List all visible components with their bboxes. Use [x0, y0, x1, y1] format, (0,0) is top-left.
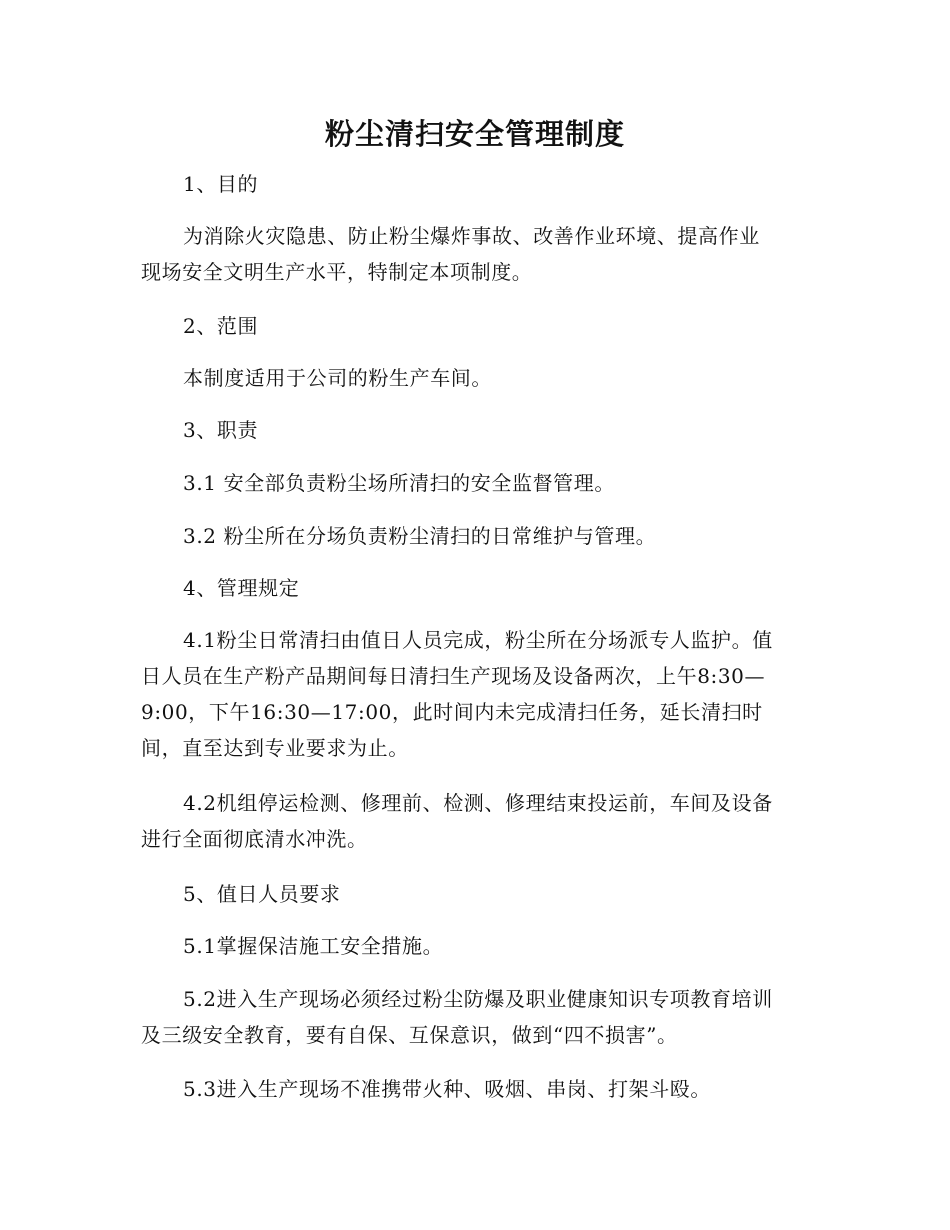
- text-line: 4、管理规定: [183, 576, 300, 600]
- paragraph-4-2: [141, 785, 811, 857]
- text-line: 5.3进入生产现场不准携带火种、吸烟、串岗、打架斗殴。: [183, 1077, 712, 1101]
- paragraph-5-3: [141, 1071, 811, 1107]
- text-line: 4.1粉尘日常清扫由值日人员完成，粉尘所在分场派专人监护。值: [183, 628, 773, 652]
- text-line: 日人员在生产粉产品期间每日清扫生产现场及设备两次，上午8:30—: [141, 664, 766, 688]
- text-line: 9:00，下午16:30—17:00，此时间内未完成清扫任务，延长清扫时: [141, 700, 763, 724]
- text-line: 5.1掌握保洁施工安全措施。: [183, 934, 444, 958]
- section-heading-duty-staff: [141, 876, 811, 912]
- paragraph-3-2: [141, 518, 811, 554]
- section-heading-management: [141, 570, 811, 606]
- text-line: 4.2机组停运检测、修理前、检测、修理结束投运前，车间及设备: [183, 791, 773, 815]
- paragraph-5-2: [141, 981, 811, 1053]
- text-line: 3.2 粉尘所在分场负责粉尘清扫的日常维护与管理。: [183, 524, 657, 548]
- text-line: 2、范围: [183, 314, 259, 338]
- paragraph-5-1: [141, 928, 811, 964]
- paragraph-3-1: [141, 465, 811, 501]
- text-line: 间，直至达到专业要求为止。: [141, 736, 409, 760]
- text-line: 5、值日人员要求: [183, 882, 341, 906]
- text-line: 5.2进入生产现场必须经过粉尘防爆及职业健康知识专项教育培训: [183, 987, 773, 1011]
- section-heading-purpose: [141, 166, 811, 202]
- section-heading-scope: [141, 308, 811, 344]
- text-line: 及三级安全教育，要有自保、互保意识，做到“四不损害”。: [141, 1023, 678, 1047]
- paragraph-purpose: [141, 218, 811, 290]
- document-title: 粉尘清扫安全管理制度: [324, 117, 625, 151]
- text-line: 3、职责: [183, 418, 259, 442]
- text-line: 现场安全文明生产水平，特制定本项制度。: [141, 260, 533, 284]
- section-heading-responsibilities: [141, 412, 811, 448]
- paragraph-scope: [141, 360, 811, 396]
- text-line: 3.1 安全部负责粉尘场所清扫的安全监督管理。: [183, 471, 615, 495]
- paragraph-4-1: [141, 622, 811, 766]
- text-line: 1、目的: [183, 172, 259, 196]
- text-line: 本制度适用于公司的粉生产车间。: [183, 366, 492, 390]
- text-line: 进行全面彻底清水冲洗。: [141, 827, 368, 851]
- text-line: 为消除火灾隐患、防止粉尘爆炸事故、改善作业环境、提高作业: [183, 224, 760, 248]
